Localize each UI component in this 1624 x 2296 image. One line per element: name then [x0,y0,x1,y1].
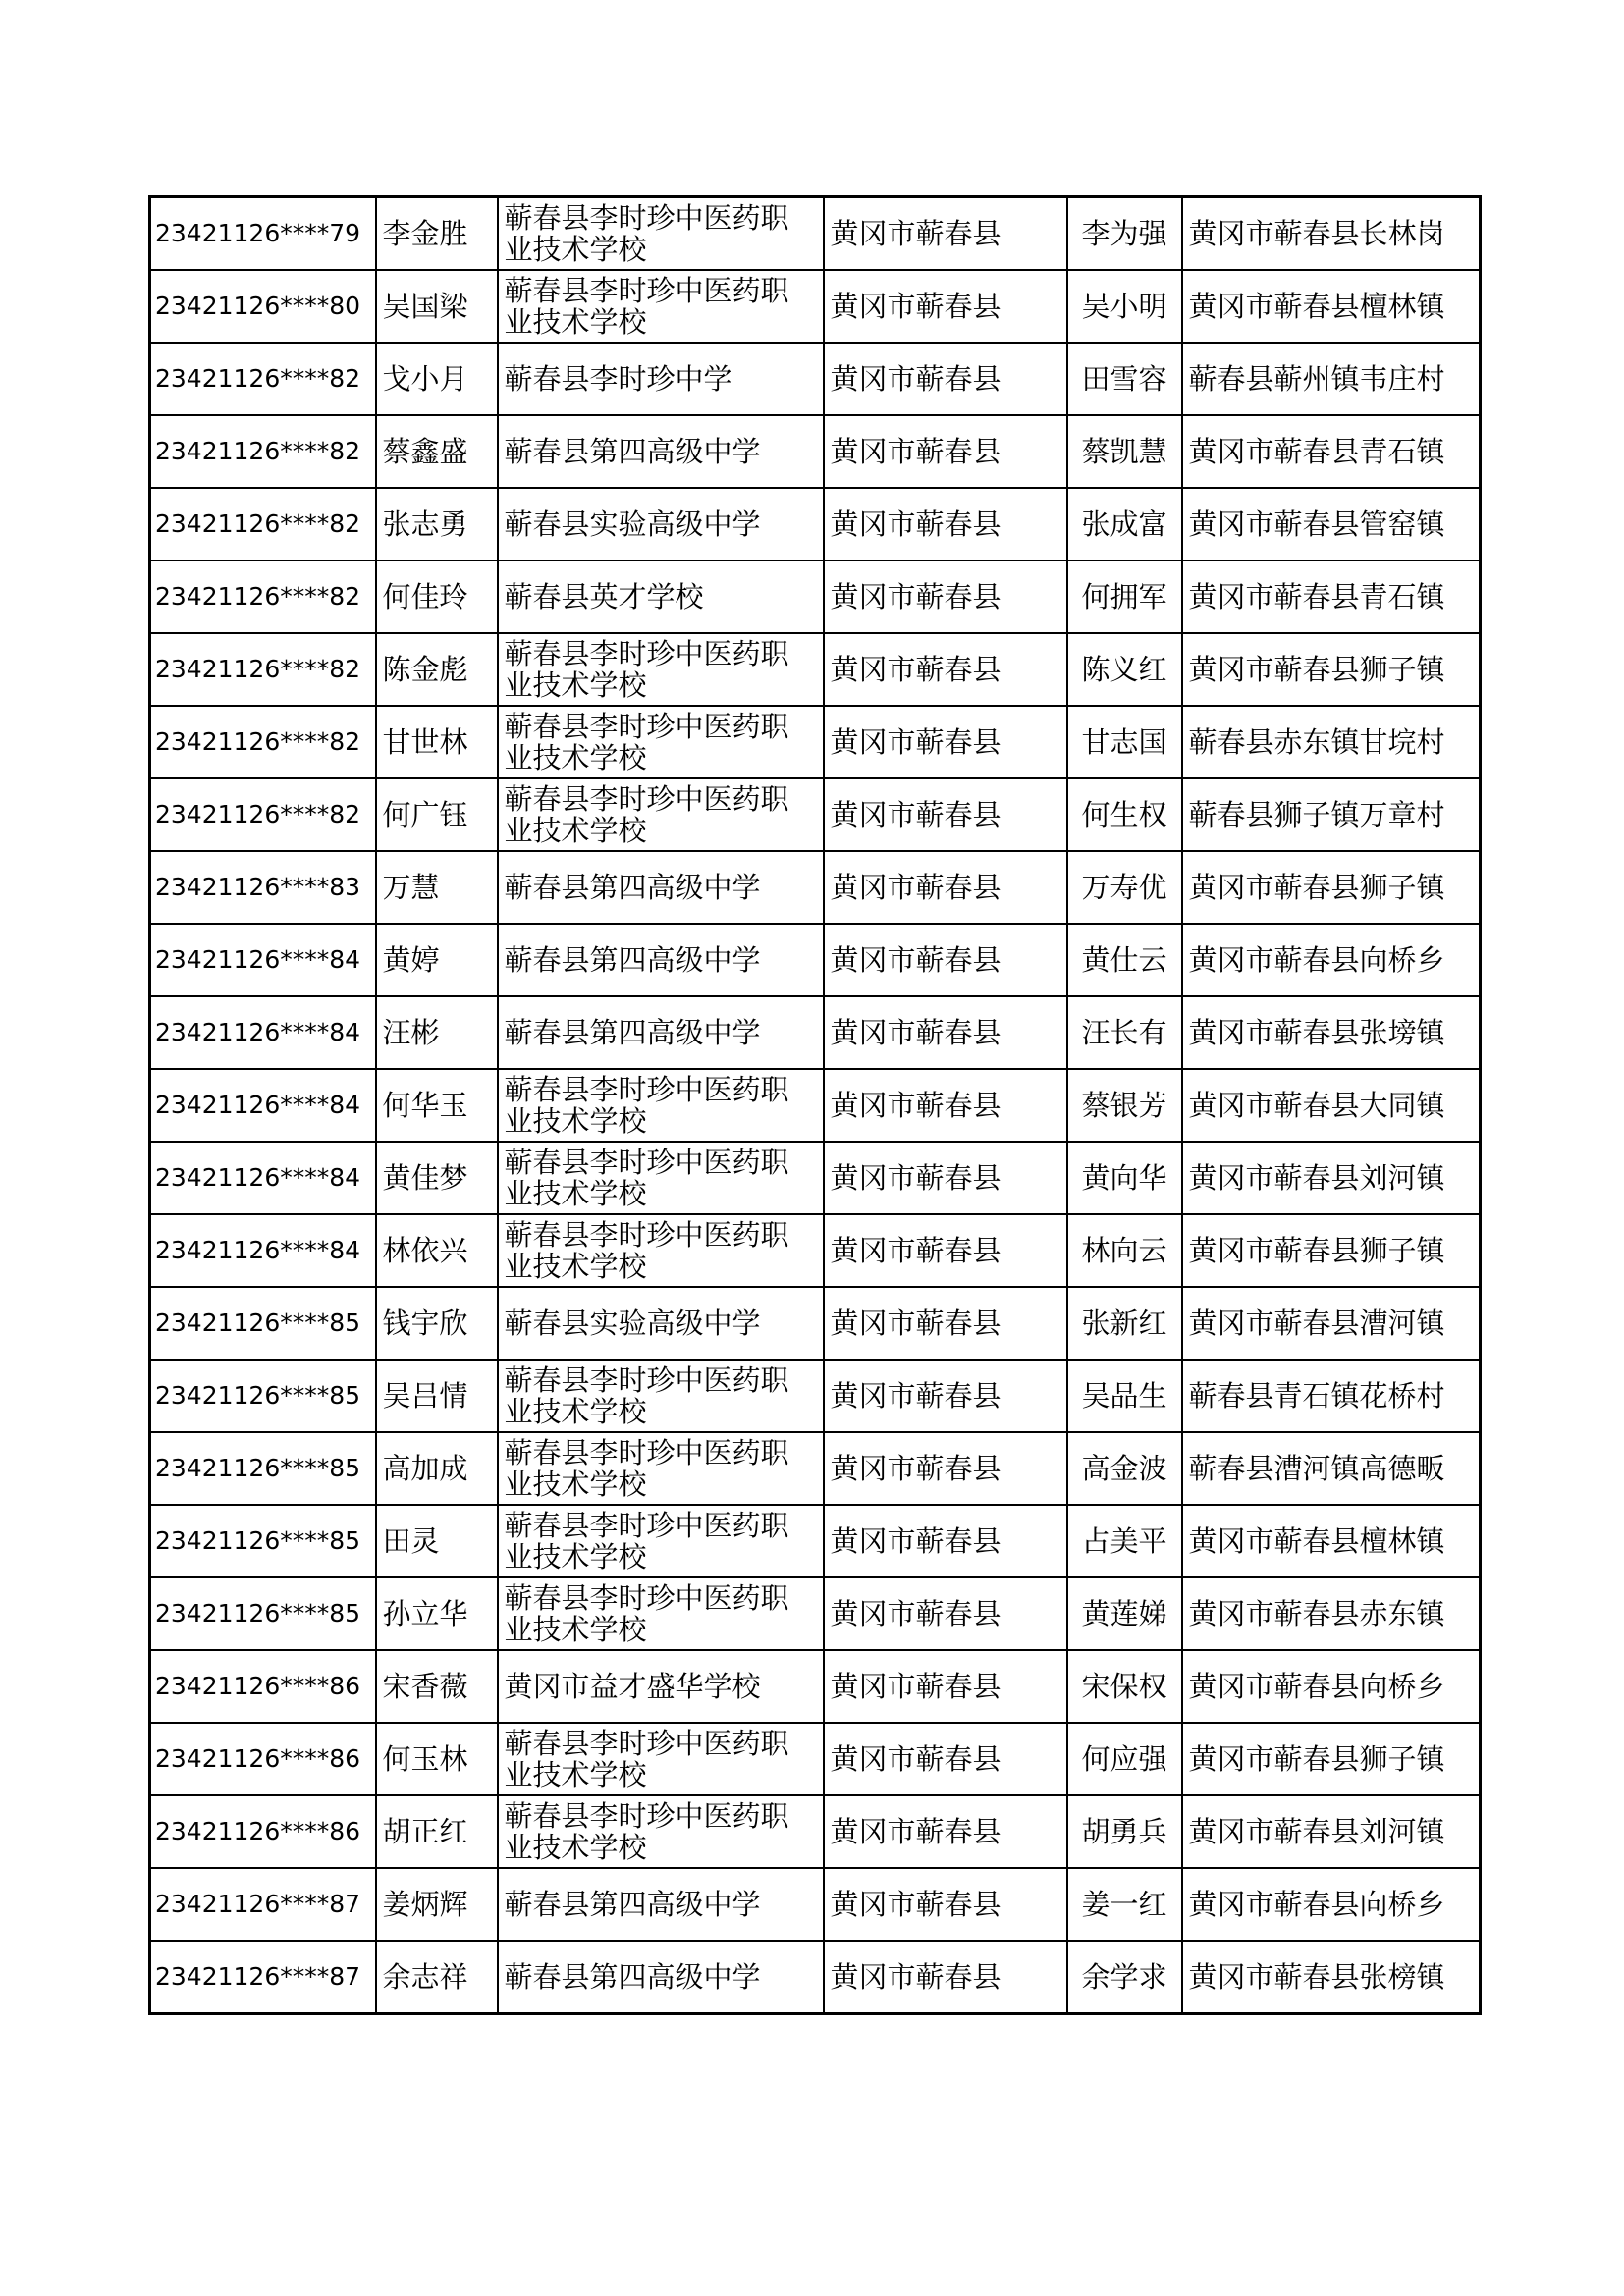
guardian-name-cell: 林向云 [1067,1214,1182,1287]
address-cell: 黄冈市蕲春县檀林镇 [1182,270,1481,343]
guardian-name-cell: 高金波 [1067,1432,1182,1505]
school-cell: 蕲春县李时珍中医药职业技术学校 [498,1360,824,1432]
student-id-cell: 23421126****85 [150,1577,376,1650]
guardian-name-cell: 田雪容 [1067,343,1182,415]
table-row [150,1505,1481,1577]
school-cell: 蕲春县李时珍中医药职业技术学校 [498,633,824,706]
student-id-cell: 23421126****84 [150,996,376,1069]
school-cell: 蕲春县李时珍中医药职业技术学校 [498,1432,824,1505]
region-cell: 黄冈市蕲春县 [824,1868,1067,1941]
guardian-name-cell: 胡勇兵 [1067,1795,1182,1868]
region-cell: 黄冈市蕲春县 [824,1795,1067,1868]
student-name-cell: 蔡鑫盛 [376,415,498,488]
address-cell: 蕲春县漕河镇高德畈 [1182,1432,1481,1505]
guardian-name-cell: 何拥军 [1067,561,1182,633]
student-id-cell: 23421126****82 [150,633,376,706]
guardian-name-cell: 何生权 [1067,778,1182,851]
student-name-cell: 张志勇 [376,488,498,561]
table-row [150,633,1481,706]
region-cell: 黄冈市蕲春县 [824,924,1067,996]
table-row [150,706,1481,778]
address-cell: 蕲春县狮子镇万章村 [1182,778,1481,851]
address-cell: 黄冈市蕲春县青石镇 [1182,415,1481,488]
region-cell: 黄冈市蕲春县 [824,851,1067,924]
student-id-cell: 23421126****82 [150,488,376,561]
address-cell: 黄冈市蕲春县赤东镇 [1182,1577,1481,1650]
student-id-cell: 23421126****85 [150,1360,376,1432]
guardian-name-cell: 张成富 [1067,488,1182,561]
region-cell: 黄冈市蕲春县 [824,343,1067,415]
region-cell: 黄冈市蕲春县 [824,1505,1067,1577]
school-cell: 蕲春县李时珍中医药职业技术学校 [498,1069,824,1142]
school-cell: 蕲春县李时珍中医药职业技术学校 [498,270,824,343]
address-cell: 黄冈市蕲春县张塝镇 [1182,996,1481,1069]
address-cell: 黄冈市蕲春县大同镇 [1182,1069,1481,1142]
table-row [150,197,1481,271]
table-row [150,1287,1481,1360]
guardian-name-cell: 蔡凯慧 [1067,415,1182,488]
address-cell: 黄冈市蕲春县青石镇 [1182,561,1481,633]
address-cell: 黄冈市蕲春县张榜镇 [1182,1941,1481,2014]
address-cell: 黄冈市蕲春县刘河镇 [1182,1142,1481,1214]
student-id-cell: 23421126****86 [150,1723,376,1795]
guardian-name-cell: 余学求 [1067,1941,1182,2014]
school-cell: 蕲春县李时珍中医药职业技术学校 [498,1577,824,1650]
school-cell: 蕲春县李时珍中医药职业技术学校 [498,1723,824,1795]
guardian-name-cell: 占美平 [1067,1505,1182,1577]
table-body [150,197,1481,2014]
table-row [150,1941,1481,2014]
school-cell: 蕲春县李时珍中医药职业技术学校 [498,1795,824,1868]
student-id-cell: 23421126****79 [150,197,376,271]
school-cell: 蕲春县李时珍中医药职业技术学校 [498,778,824,851]
student-name-cell: 汪彬 [376,996,498,1069]
student-id-cell: 23421126****82 [150,415,376,488]
school-cell: 蕲春县第四高级中学 [498,1941,824,2014]
school-cell: 蕲春县李时珍中医药职业技术学校 [498,706,824,778]
table-row [150,1868,1481,1941]
student-id-cell: 23421126****84 [150,924,376,996]
table-row [150,1432,1481,1505]
region-cell: 黄冈市蕲春县 [824,1577,1067,1650]
table-row [150,851,1481,924]
region-cell: 黄冈市蕲春县 [824,197,1067,271]
school-cell: 蕲春县第四高级中学 [498,1868,824,1941]
region-cell: 黄冈市蕲春县 [824,633,1067,706]
student-id-cell: 23421126****82 [150,343,376,415]
student-name-cell: 李金胜 [376,197,498,271]
student-name-cell: 姜炳辉 [376,1868,498,1941]
address-cell: 黄冈市蕲春县漕河镇 [1182,1287,1481,1360]
region-cell: 黄冈市蕲春县 [824,415,1067,488]
student-id-cell: 23421126****87 [150,1868,376,1941]
student-id-cell: 23421126****84 [150,1214,376,1287]
school-cell: 蕲春县第四高级中学 [498,851,824,924]
student-id-cell: 23421126****84 [150,1069,376,1142]
school-cell: 蕲春县李时珍中医药职业技术学校 [498,1214,824,1287]
student-name-cell: 何佳玲 [376,561,498,633]
region-cell: 黄冈市蕲春县 [824,1287,1067,1360]
student-name-cell: 田灵 [376,1505,498,1577]
region-cell: 黄冈市蕲春县 [824,1069,1067,1142]
student-id-cell: 23421126****82 [150,778,376,851]
school-cell: 蕲春县李时珍中学 [498,343,824,415]
student-name-cell: 陈金彪 [376,633,498,706]
table-row [150,996,1481,1069]
student-name-cell: 甘世林 [376,706,498,778]
student-record-table [148,195,1482,2015]
region-cell: 黄冈市蕲春县 [824,270,1067,343]
guardian-name-cell: 姜一红 [1067,1868,1182,1941]
student-name-cell: 何玉林 [376,1723,498,1795]
student-name-cell: 吴吕情 [376,1360,498,1432]
guardian-name-cell: 何应强 [1067,1723,1182,1795]
region-cell: 黄冈市蕲春县 [824,706,1067,778]
school-cell: 蕲春县英才学校 [498,561,824,633]
school-cell: 黄冈市益才盛华学校 [498,1650,824,1723]
guardian-name-cell: 吴小明 [1067,270,1182,343]
guardian-name-cell: 张新红 [1067,1287,1182,1360]
guardian-name-cell: 甘志国 [1067,706,1182,778]
student-id-cell: 23421126****86 [150,1650,376,1723]
address-cell: 蕲春县赤东镇甘垸村 [1182,706,1481,778]
student-name-cell: 胡正红 [376,1795,498,1868]
table-row [150,1214,1481,1287]
address-cell: 黄冈市蕲春县狮子镇 [1182,1723,1481,1795]
table-row [150,1069,1481,1142]
table-row [150,1360,1481,1432]
guardian-name-cell: 黄向华 [1067,1142,1182,1214]
student-name-cell: 钱宇欣 [376,1287,498,1360]
guardian-name-cell: 黄莲娣 [1067,1577,1182,1650]
student-name-cell: 何广钰 [376,778,498,851]
table-row [150,415,1481,488]
region-cell: 黄冈市蕲春县 [824,561,1067,633]
table-row [150,778,1481,851]
guardian-name-cell: 黄仕云 [1067,924,1182,996]
student-id-cell: 23421126****82 [150,561,376,633]
address-cell: 黄冈市蕲春县长林岗 [1182,197,1481,271]
student-name-cell: 何华玉 [376,1069,498,1142]
student-name-cell: 吴国梁 [376,270,498,343]
table-row [150,1142,1481,1214]
address-cell: 黄冈市蕲春县向桥乡 [1182,1650,1481,1723]
student-id-cell: 23421126****84 [150,1142,376,1214]
student-id-cell: 23421126****80 [150,270,376,343]
school-cell: 蕲春县第四高级中学 [498,996,824,1069]
student-id-cell: 23421126****82 [150,706,376,778]
table-row [150,343,1481,415]
table-row [150,488,1481,561]
student-name-cell: 孙立华 [376,1577,498,1650]
student-id-cell: 23421126****83 [150,851,376,924]
student-name-cell: 余志祥 [376,1941,498,2014]
region-cell: 黄冈市蕲春县 [824,1650,1067,1723]
student-id-cell: 23421126****85 [150,1432,376,1505]
school-cell: 蕲春县实验高级中学 [498,1287,824,1360]
guardian-name-cell: 蔡银芳 [1067,1069,1182,1142]
student-id-cell: 23421126****85 [150,1505,376,1577]
region-cell: 黄冈市蕲春县 [824,1214,1067,1287]
address-cell: 黄冈市蕲春县刘河镇 [1182,1795,1481,1868]
table-row [150,924,1481,996]
student-id-cell: 23421126****87 [150,1941,376,2014]
student-name-cell: 戈小月 [376,343,498,415]
student-id-cell: 23421126****85 [150,1287,376,1360]
region-cell: 黄冈市蕲春县 [824,778,1067,851]
guardian-name-cell: 万寿优 [1067,851,1182,924]
student-name-cell: 宋香薇 [376,1650,498,1723]
region-cell: 黄冈市蕲春县 [824,488,1067,561]
guardian-name-cell: 李为强 [1067,197,1182,271]
table-row [150,1577,1481,1650]
region-cell: 黄冈市蕲春县 [824,1360,1067,1432]
address-cell: 蕲春县青石镇花桥村 [1182,1360,1481,1432]
table-row [150,561,1481,633]
school-cell: 蕲春县李时珍中医药职业技术学校 [498,1142,824,1214]
address-cell: 黄冈市蕲春县狮子镇 [1182,1214,1481,1287]
region-cell: 黄冈市蕲春县 [824,1941,1067,2014]
student-id-cell: 23421126****86 [150,1795,376,1868]
school-cell: 蕲春县实验高级中学 [498,488,824,561]
address-cell: 黄冈市蕲春县向桥乡 [1182,924,1481,996]
address-cell: 蕲春县蕲州镇韦庄村 [1182,343,1481,415]
address-cell: 黄冈市蕲春县檀林镇 [1182,1505,1481,1577]
region-cell: 黄冈市蕲春县 [824,1723,1067,1795]
region-cell: 黄冈市蕲春县 [824,996,1067,1069]
region-cell: 黄冈市蕲春县 [824,1432,1067,1505]
guardian-name-cell: 汪长有 [1067,996,1182,1069]
table-row [150,270,1481,343]
region-cell: 黄冈市蕲春县 [824,1142,1067,1214]
student-name-cell: 高加成 [376,1432,498,1505]
address-cell: 黄冈市蕲春县管窑镇 [1182,488,1481,561]
table-row [150,1723,1481,1795]
guardian-name-cell: 吴品生 [1067,1360,1182,1432]
school-cell: 蕲春县第四高级中学 [498,924,824,996]
address-cell: 黄冈市蕲春县狮子镇 [1182,633,1481,706]
guardian-name-cell: 宋保权 [1067,1650,1182,1723]
student-name-cell: 黄佳梦 [376,1142,498,1214]
guardian-name-cell: 陈义红 [1067,633,1182,706]
table-row [150,1650,1481,1723]
school-cell: 蕲春县李时珍中医药职业技术学校 [498,197,824,271]
address-cell: 黄冈市蕲春县向桥乡 [1182,1868,1481,1941]
student-name-cell: 万慧 [376,851,498,924]
school-cell: 蕲春县李时珍中医药职业技术学校 [498,1505,824,1577]
address-cell: 黄冈市蕲春县狮子镇 [1182,851,1481,924]
student-name-cell: 林依兴 [376,1214,498,1287]
student-name-cell: 黄婷 [376,924,498,996]
school-cell: 蕲春县第四高级中学 [498,415,824,488]
table-row [150,1795,1481,1868]
